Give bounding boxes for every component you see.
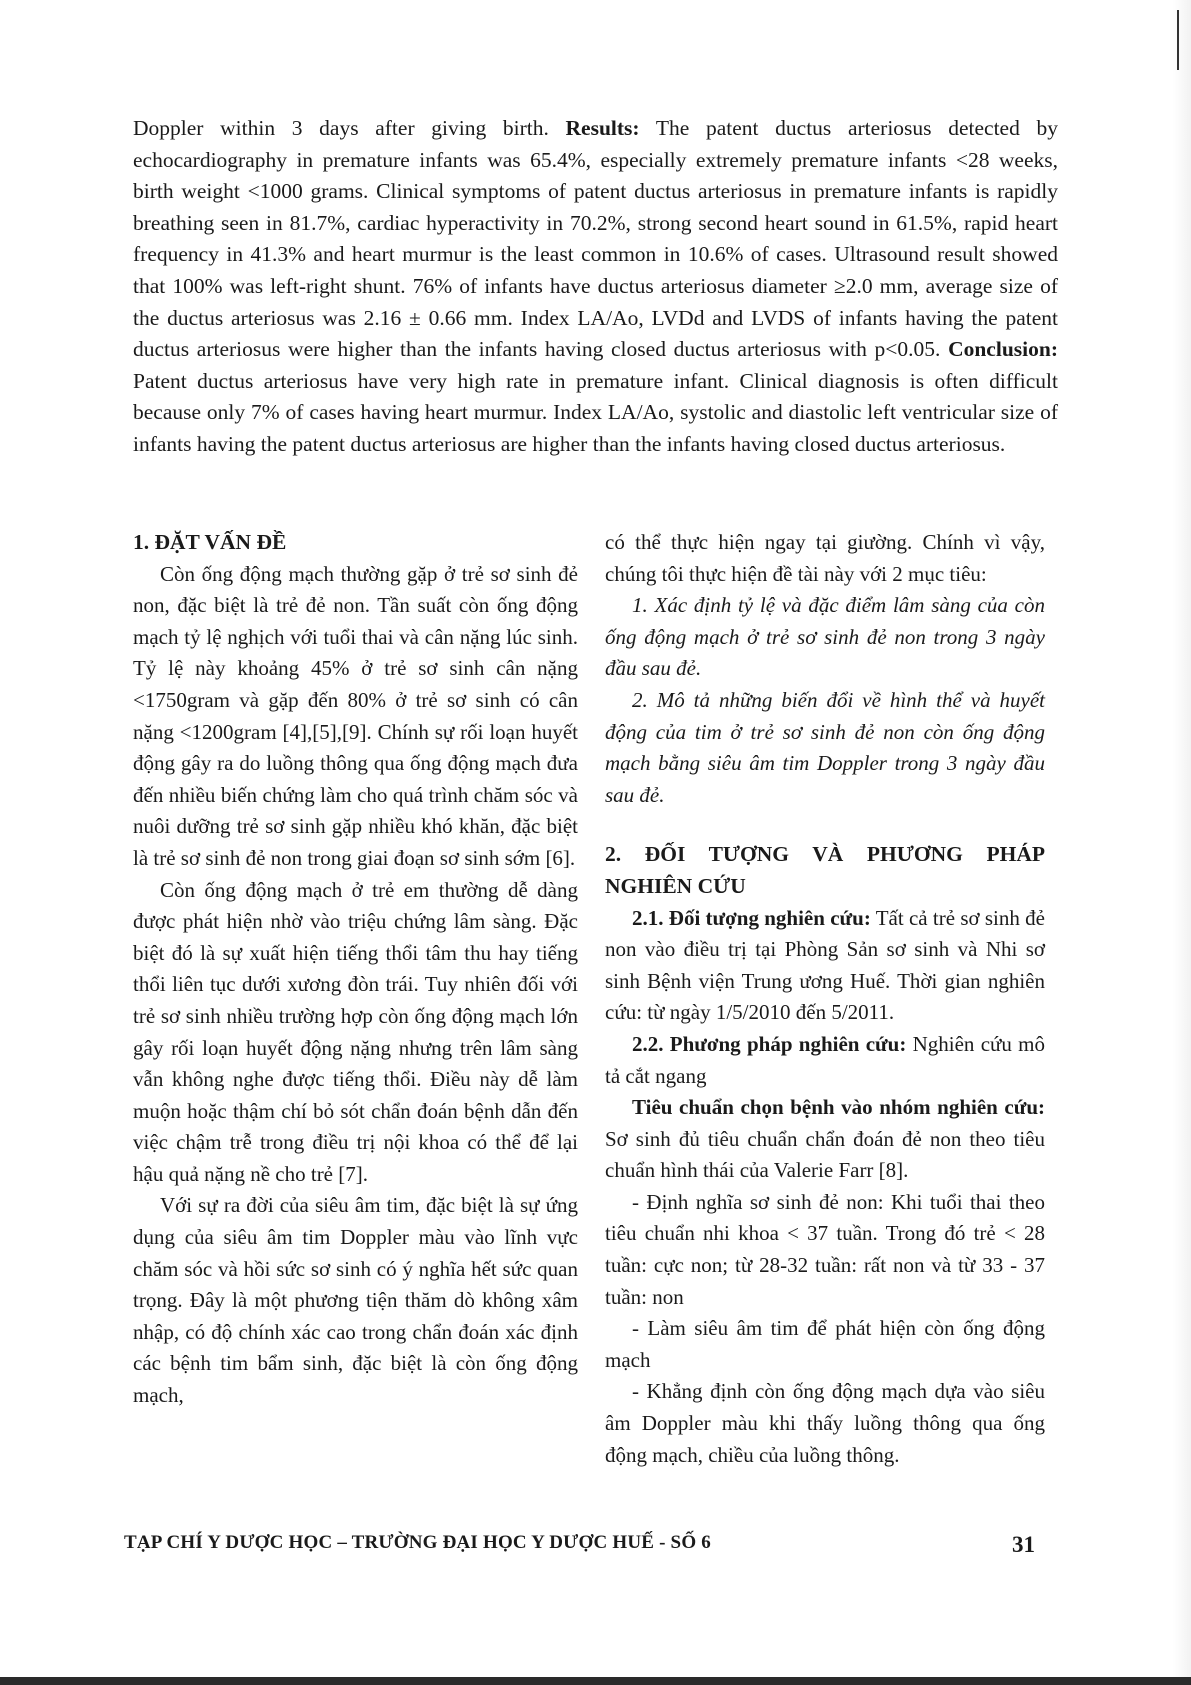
page-number: 31 [1012,1532,1035,1557]
right-column [605,527,1045,1471]
criteria-text: Sơ sinh đủ tiêu chuẩn chẩn đoán đẻ non theo tiêu chuẩn hình thái của Valerie Farr [8]. [605,1126,1045,1183]
scan-edge-bottom [0,1677,1191,1685]
english-abstract [133,113,1058,461]
criteria-paragraph [605,1092,1045,1187]
scan-edge-right [1173,0,1191,1685]
method-label: 2.2. Phương pháp nghiên cứu: [632,1031,907,1056]
section-heading-methods: 2. ĐỐI TƯỢNG VÀ PHƯƠNG PHÁP NGHIÊN CỨU [605,842,1045,898]
abstract-results-text: The patent ductus arteriosus detected by echocardiography in premature infants was 65.4%, especially extremely premature infants <28 weeks, birth weight <1000 grams. Clinical symptoms of patent ductus arteriosus in premature infants is rapidly breathing seen in 81.7%, cardiac hyperactivity in 70.2%, strong second heart sound in 61.5%, rapid heart frequency in 41.3% and heart murmur is the least common in 10.6% of cases. Ultrasound result showed that 100% was left-right shunt. 76% of infants have ductus arteriosus diameter ≥2.0 mm, average size of the ductus arteriosus was 2.16 ± 0.66 mm. Index LA/Ao, LVDd and LVDS of infants having the patent ductus arteriosus were higher than the infants having closed ductus arteriosus with p<0.05. [133,116,1058,362]
criteria-bullet-1: - Định nghĩa sơ sinh đẻ non: Khi tuổi thai theo tiêu chuẩn nhi khoa < 37 tuần. Trong đó trẻ < 28 tuần: cực non; từ 28-32 tuần: rất non và từ 33 - 37 tuần: non [605,1189,1045,1309]
objective-2: 2. Mô tả những biến đổi về hình thể và huyết động của tim ở trẻ sơ sinh đẻ non còn ống động mạch bằng siêu âm tim Doppler trong 3 ngày đầu sau đẻ. [605,687,1045,807]
criteria-bullet-3: - Khẳng định còn ống động mạch dựa vào siêu âm Doppler màu khi thấy luồng thông qua ống động mạch, chiều của luồng thông. [605,1379,1045,1467]
abstract-methods-end: Doppler within 3 days after giving birth. [133,116,566,140]
section-heading-introduction: 1. ĐẶT VẤN ĐỀ [133,530,287,554]
left-column [133,527,578,1412]
results-label: Results: [565,116,640,140]
subjects-label: 2.1. Đối tượng nghiên cứu: [632,905,871,930]
journal-footer: TẠP CHÍ Y DƯỢC HỌC – TRƯỜNG ĐẠI HỌC Y DƯỢC HUẾ - SỐ 6 [124,1532,711,1553]
objective-1: 1. Xác định tỷ lệ và đặc điểm lâm sàng của còn ống động mạch ở trẻ sơ sinh đẻ non trong 3 ngày đầu sau đẻ. [605,593,1045,681]
intro-paragraph-1: Còn ống động mạch thường gặp ở trẻ sơ sinh đẻ non, đặc biệt là trẻ đẻ non. Tần suất còn ống động mạch tỷ lệ nghịch với tuổi thai và cân nặng lúc sinh. Tỷ lệ này khoảng 45% ở trẻ sơ sinh cân nặng <1750gram và gặp đến 80% ở trẻ sơ sinh có cân nặng <1200gram [4],[5],[9]. Chính sự rối loạn huyết động gây ra do luồng thông qua ống động mạch đưa đến nhiều biến chứng làm cho quá trình chăm sóc và nuôi dưỡng trẻ sơ sinh gặp nhiều khó khăn, đặc biệt là trẻ sơ sinh đẻ non trong giai đoạn sơ sinh sớm [6]. [133,561,578,870]
method-text: Nghiên cứu mô tả cắt ngang [605,1031,1045,1088]
intro-paragraph-3: Với sự ra đời của siêu âm tim, đặc biệt là sự ứng dụng của siêu âm tim Doppler màu vào lĩnh vực chăm sóc và hồi sức sơ sinh có ý nghĩa hết sức quan trọng. Đây là một phương tiện thăm dò không xâm nhập, có độ chính xác cao trong chẩn đoán xác định các bệnh tim bẩm sinh, đặc biệt là còn ống động mạch, [133,1193,578,1408]
scan-edge-mark [1177,10,1179,70]
criteria-bullet-2: - Làm siêu âm tim để phát hiện còn ống động mạch [605,1316,1045,1372]
subjects-text: Tất cả trẻ sơ sinh đẻ non vào điều trị tại Phòng Sản sơ sinh và Nhi sơ sinh Bệnh viện Trung ương Huế. Thời gian nghiên cứu: từ ngày 1/5/2010 đến 5/2011. [605,905,1045,1025]
subjects-paragraph [605,903,1045,1029]
abstract-conclusion-text: Patent ductus arteriosus have very high rate in premature infant. Clinical diagnosis is often difficult because only 7% of cases having heart murmur. Index LA/Ao, systolic and diastolic left ventricular size of infants having the patent ductus arteriosus are higher than the infants having closed ductus arteriosus. [133,368,1058,456]
intro-continuation: có thể thực hiện ngay tại giường. Chính vì vậy, chúng tôi thực hiện đề tài này với 2 mục tiêu: [605,530,1045,586]
conclusion-label: Conclusion: [948,337,1058,362]
criteria-label: Tiêu chuẩn chọn bệnh vào nhóm nghiên cứu: [632,1095,1045,1120]
intro-paragraph-2: Còn ống động mạch ở trẻ em thường dễ dàng được phát hiện nhờ vào triệu chứng lâm sàng. Đặc biệt đó là sự xuất hiện tiếng thổi tâm thu hay tiếng thổi liên tục dưới xương đòn trái. Tuy nhiên đối với trẻ sơ sinh nhiều trường hợp còn ống động mạch lớn gây rối loạn huyết động nặng nhưng trên lâm sàng vẫn không nghe được tiếng thổi. Điều này dễ làm muộn hoặc thậm chí bỏ sót chẩn đoán bệnh dẫn đến việc chậm trễ trong điều trị nội khoa có thể để lại hậu quả nặng nề cho trẻ [7]. [133,877,578,1186]
method-paragraph [605,1029,1045,1092]
